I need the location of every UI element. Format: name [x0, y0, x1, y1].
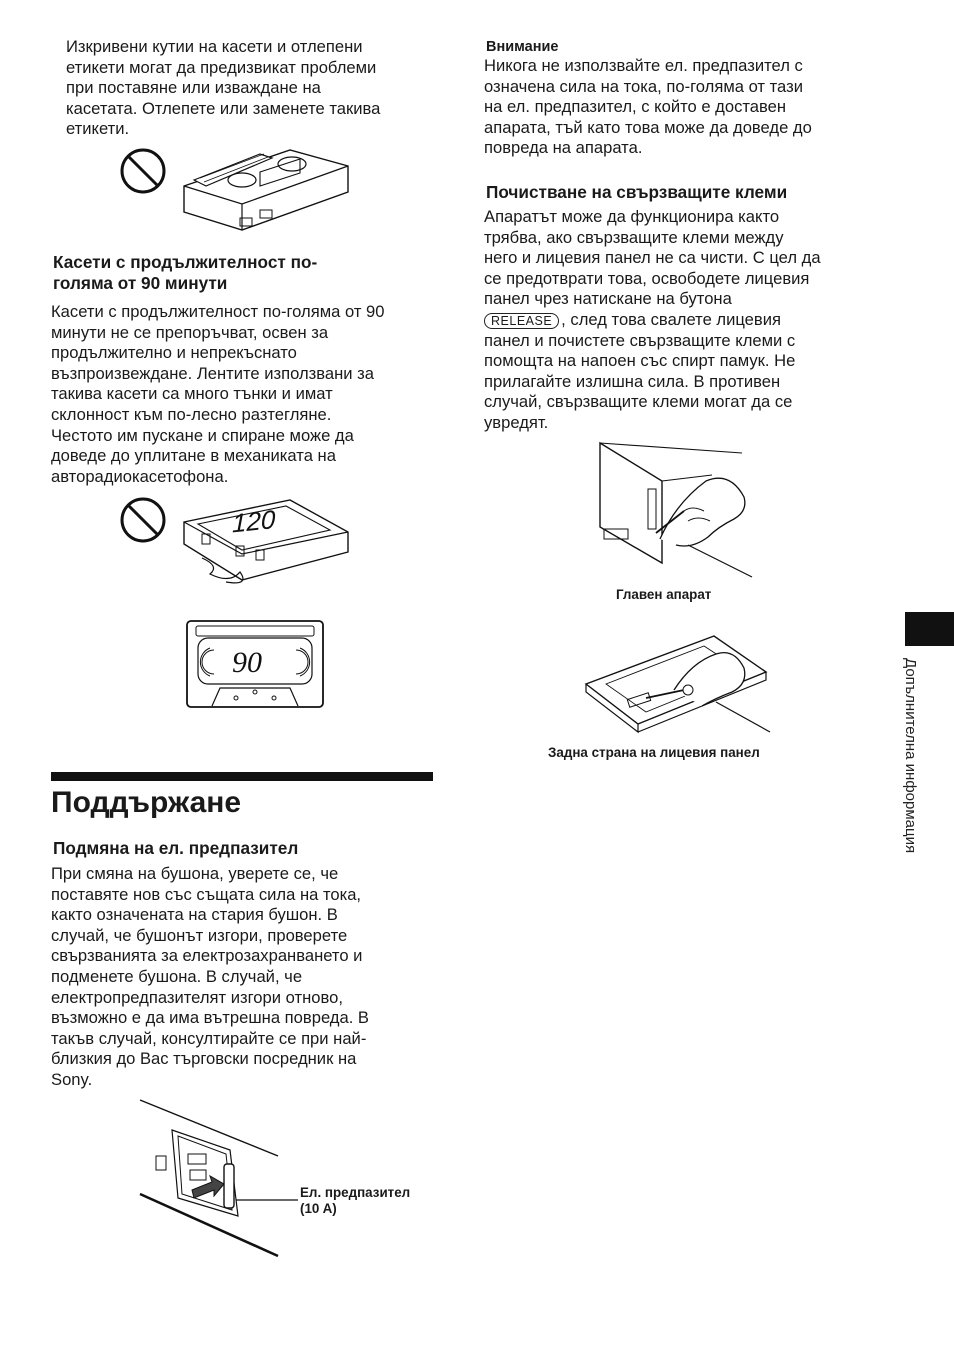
cassette-90-illustration: [186, 620, 324, 708]
warning-body: Никога не използвайте ел. предпазител с означена сила на тока, по-голяма от тази на ел. предпазител, с който е доставен апарата, тъй като това може да доведе до повреда на апарата.: [484, 56, 812, 158]
cleaning-heading: Почистване на свързващите клеми: [486, 182, 788, 202]
caption-panel-back: Задна страна на лицевия панел: [548, 745, 760, 760]
cleaning-body-before: Апаратът може да функционира както трябва, ако свързващите клеми между него и лицевия панел не са чисти. С цел да се предотврати това, освободете лицевия панел чрез натискане на бутона: [484, 207, 821, 309]
fuse-illustration: [138, 1098, 280, 1258]
front-panel-cleaning-illustration: [584, 632, 772, 738]
warped-cassette-illustration: [180, 140, 352, 232]
intro-paragraph: Изкривени кутии на касети и отлепени етикети могат да предизвикат проблеми при поставяне или изваждане на касетата. Отлепете или заменете такива етикети.: [66, 37, 381, 139]
caption-main-unit: Главен апарат: [616, 587, 712, 602]
section-divider: [51, 772, 433, 781]
fuse-callout-rating: (10 A): [300, 1201, 337, 1216]
long-tapes-heading: Касети с продължителност по- голяма от 90 минути: [53, 252, 318, 293]
cleaning-body-after: , след това свалете лицевия панел и почистете свързващите клеми с помощта на напоен със спирт памук. Не прилагайте излишна сила. В противен случай, свързващите клеми могат да се увредят.: [484, 309, 796, 432]
main-unit-cleaning-illustration: [592, 441, 754, 577]
prohibited-icon: [119, 147, 167, 195]
maintenance-title: Поддържане: [51, 786, 242, 819]
section-tab-marker: [905, 612, 954, 646]
tape-length-90: 90: [232, 646, 262, 679]
prohibited-icon: [119, 496, 167, 544]
fuse-body: При смяна на бушона, уверете се, че поставяте нов със същата сила на тока, както означената на стария бушон. В случай, че бушонът изгори, проверете свързванията за електрозахранването и подменете бушона. В случай, че електропредпазителят изгори отново, възможно е да има вътрешна повреда. В такъв случай, консултирайте се при най- близкия до Вас търговски посредник на Sony.: [51, 864, 370, 1089]
fuse-heading: Подмяна на ел. предпазител: [53, 838, 299, 858]
cassette-120-illustration: [180, 494, 352, 586]
release-button-label: RELEASE: [484, 313, 559, 329]
fuse-callout-label: Ел. предпазител: [300, 1185, 411, 1200]
cleaning-body: [484, 207, 874, 434]
warning-title: Внимание: [486, 39, 559, 55]
side-tab-label: Допълнителна информация: [902, 658, 919, 854]
long-tapes-body: Касети с продължителност по-голяма от 90 минути не се препоръчват, освен за продължително и непрекъснато възпроизвеждане. Лентите използвани за такива касети са много тънки и имат склонност към по-лесно разтегляне. Честото им пускане и спиране може да доведе до уплитане в механиката на авторадиокасетофона.: [51, 302, 385, 486]
tape-length-120: 120: [232, 504, 276, 539]
